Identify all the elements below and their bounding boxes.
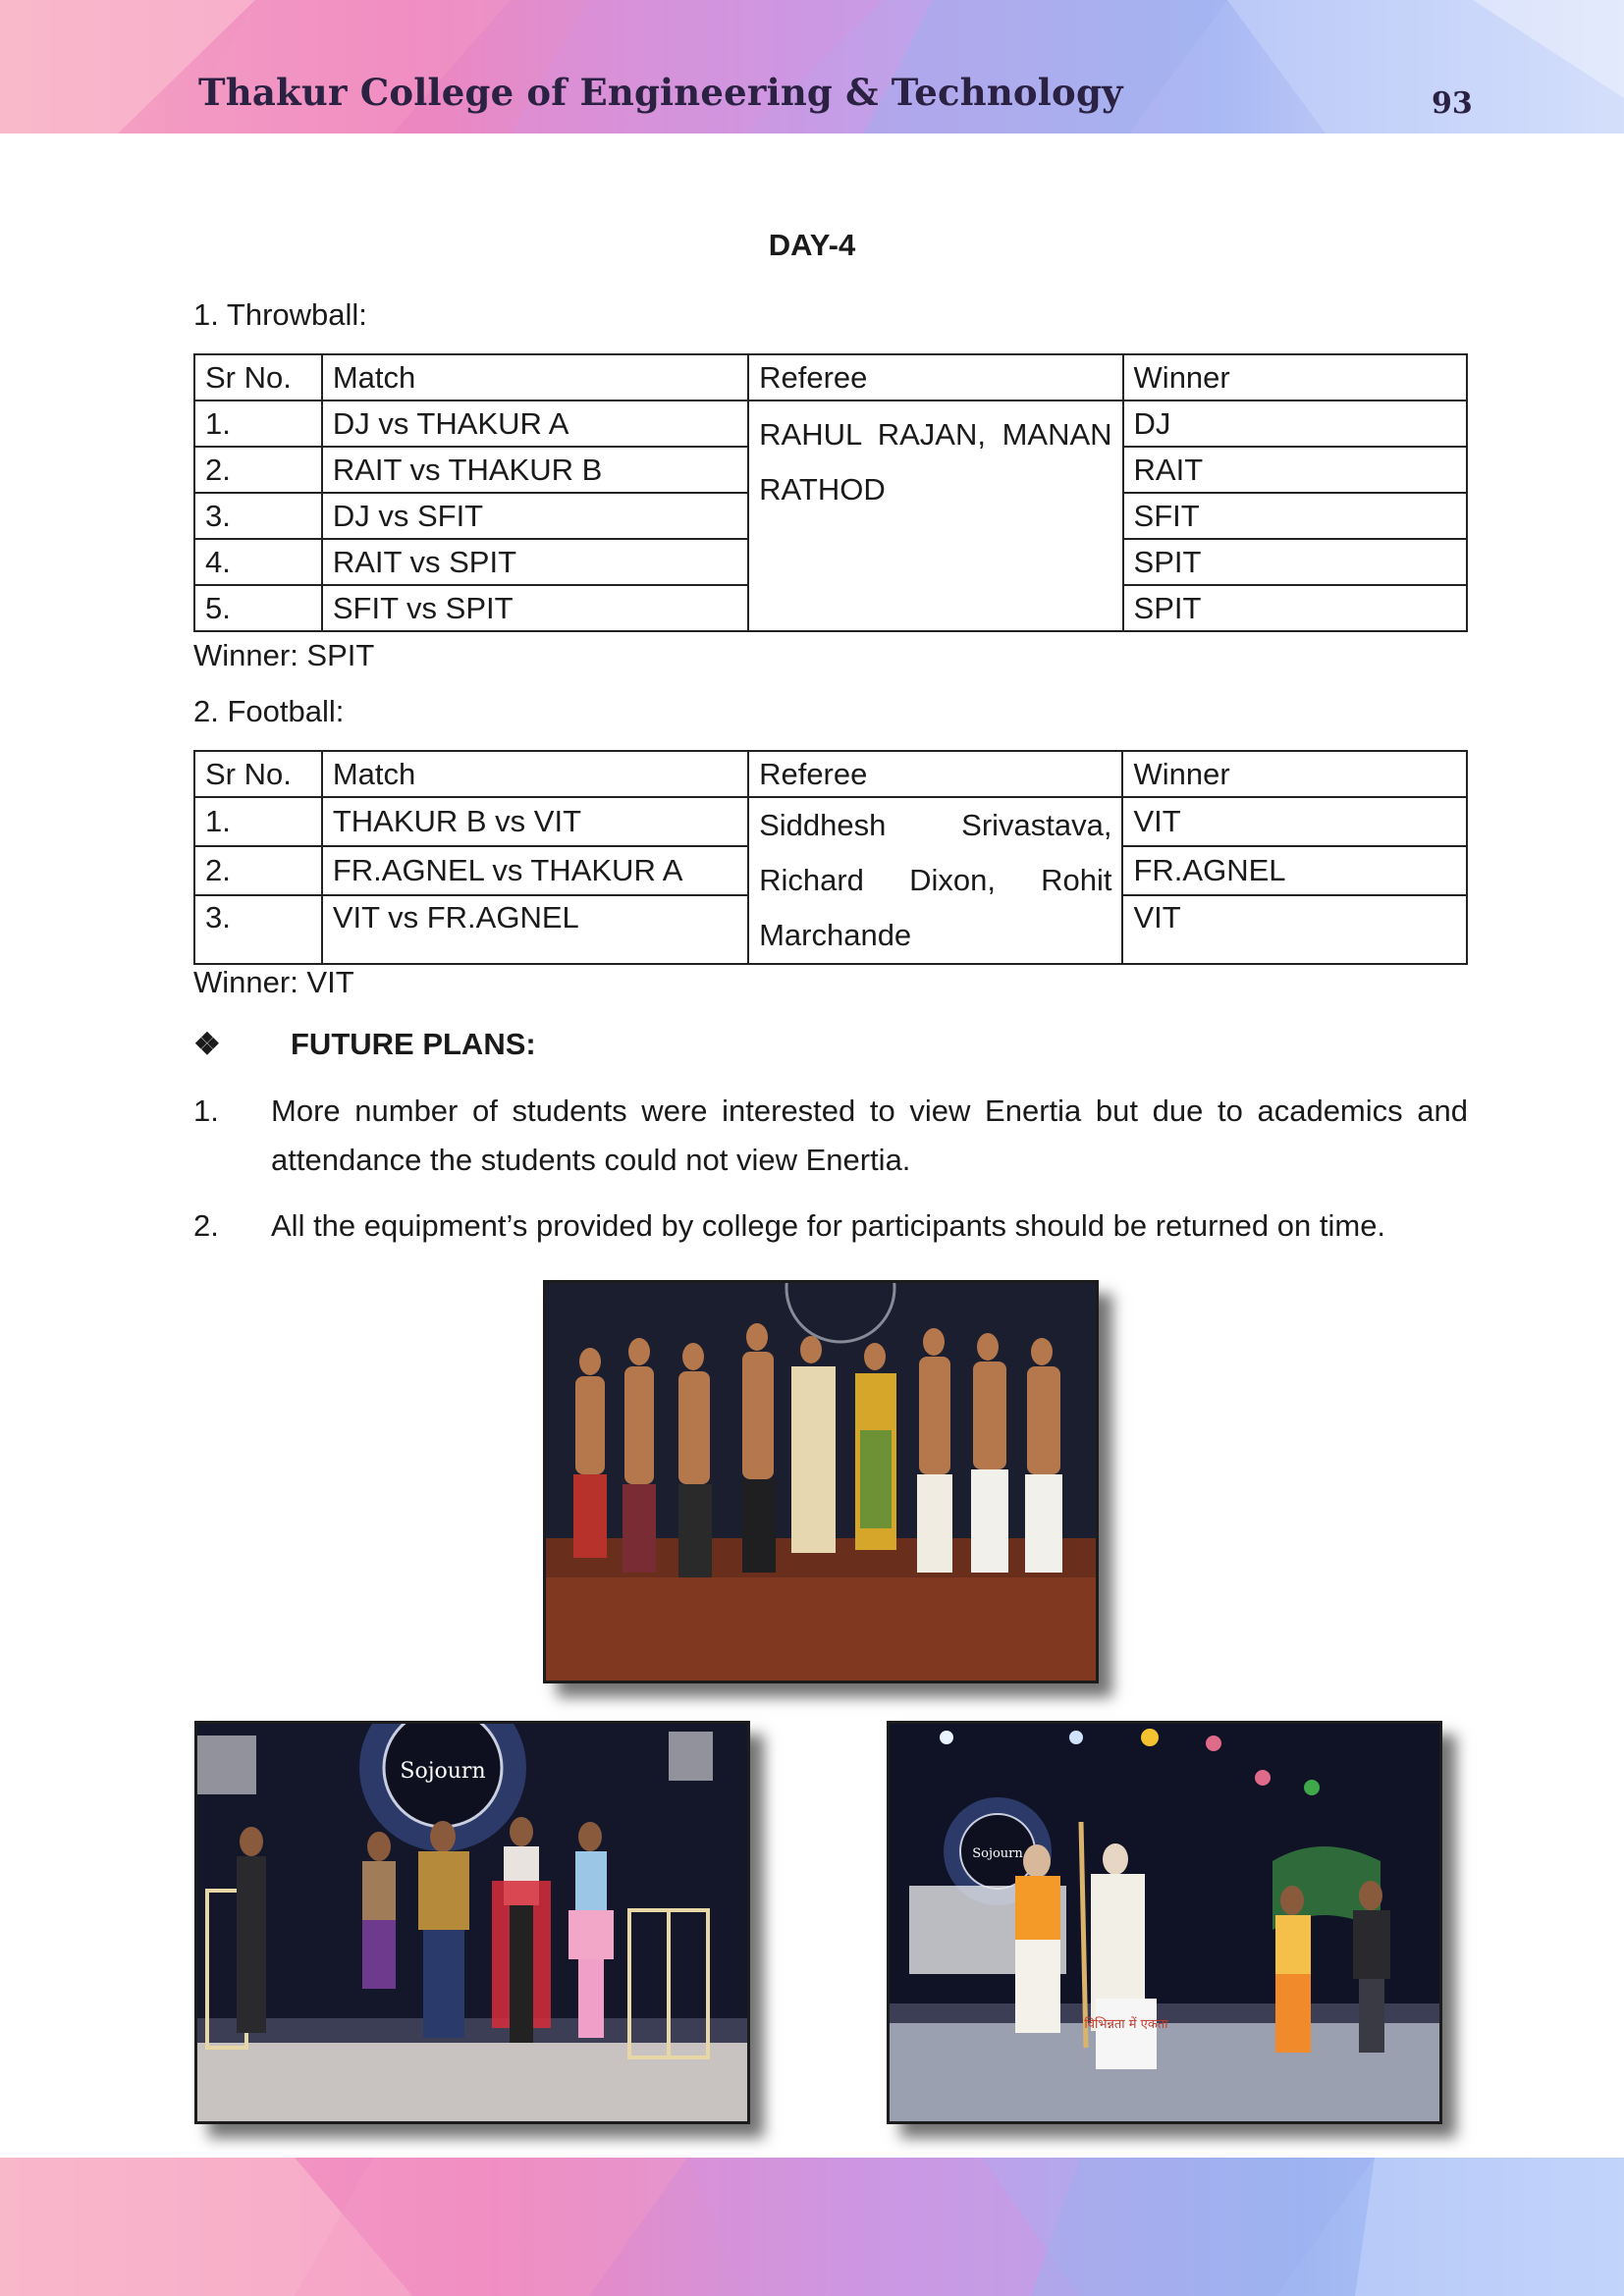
- winner-cell: SFIT: [1123, 493, 1467, 539]
- photo-stage-skit: [887, 1721, 1442, 2124]
- page-number: 93: [1432, 86, 1473, 121]
- match-cell: SFIT vs SPIT: [322, 585, 748, 631]
- sr-cell: 2.: [194, 846, 322, 895]
- match-cell: THAKUR B vs VIT: [322, 797, 748, 846]
- day-title: DAY-4: [768, 228, 856, 262]
- match-cell: VIT vs FR.AGNEL: [322, 895, 748, 964]
- sojourn-logo-text: Sojourn: [400, 1759, 486, 1784]
- sr-cell: 2.: [194, 447, 322, 493]
- football-table: [193, 750, 1468, 965]
- match-cell: DJ vs THAKUR A: [322, 400, 748, 447]
- table-row: [194, 400, 1467, 447]
- header-winner: Winner: [1123, 354, 1467, 400]
- winner-cell: VIT: [1122, 797, 1467, 846]
- referee-line: Marchande: [759, 918, 912, 952]
- referee-cell: [748, 400, 1122, 631]
- referee-line: RAHUL RAJAN, MANAN: [759, 417, 1112, 452]
- header-match: Match: [322, 751, 748, 797]
- sr-cell: 4.: [194, 539, 322, 585]
- winner-cell: FR.AGNEL: [1122, 846, 1467, 895]
- header-sr: Sr No.: [194, 354, 322, 400]
- list-item: [193, 1087, 1468, 1185]
- future-plans-title: FUTURE PLANS:: [291, 1027, 536, 1061]
- header-sr: Sr No.: [194, 751, 322, 797]
- photo-fashion-show: [194, 1721, 750, 2124]
- match-cell: RAIT vs SPIT: [322, 539, 748, 585]
- list-item-number: 2.: [193, 1208, 219, 1243]
- header-match: Match: [322, 354, 748, 400]
- future-plans-heading: [193, 1027, 536, 1062]
- match-cell: DJ vs SFIT: [322, 493, 748, 539]
- table-header-row: [194, 354, 1467, 400]
- footer-band: [0, 2158, 1624, 2296]
- sr-cell: 1.: [194, 797, 322, 846]
- header-winner: Winner: [1122, 751, 1467, 797]
- sr-cell: 5.: [194, 585, 322, 631]
- sr-cell: 3.: [194, 493, 322, 539]
- list-item-text: All the equipment’s provided by college for participants should be returned on time.: [271, 1208, 1386, 1243]
- referee-line: RATHOD: [759, 472, 886, 507]
- table-header-row: [194, 751, 1467, 797]
- table-row: [194, 797, 1467, 846]
- header-referee: Referee: [748, 751, 1122, 797]
- unity-banner-text: विभिन्नता में एकता: [1084, 2017, 1168, 2032]
- winner-cell: DJ: [1123, 400, 1467, 447]
- photo-group-performers: [543, 1280, 1099, 1683]
- list-item-number: 1.: [193, 1094, 219, 1128]
- college-title: Thakur College of Engineering & Technology: [198, 71, 1123, 114]
- list-item: [193, 1201, 1468, 1251]
- throwball-label: 1. Throwball:: [193, 297, 367, 332]
- winner-cell: VIT: [1122, 895, 1467, 964]
- referee-line: Siddhesh Srivastava,: [759, 808, 1112, 842]
- sr-cell: 3.: [194, 895, 322, 964]
- referee-line: Richard Dixon, Rohit: [759, 863, 1112, 897]
- throwball-table: [193, 353, 1468, 632]
- sr-cell: 1.: [194, 400, 322, 447]
- referee-cell: [748, 797, 1122, 964]
- match-cell: RAIT vs THAKUR B: [322, 447, 748, 493]
- list-item-text: More number of students were interested to view Enertia but due to academics and attendance the students could not view Enertia.: [271, 1094, 1468, 1177]
- football-winner: Winner: VIT: [193, 965, 354, 999]
- match-cell: FR.AGNEL vs THAKUR A: [322, 846, 748, 895]
- throwball-winner: Winner: SPIT: [193, 638, 375, 672]
- winner-cell: SPIT: [1123, 539, 1467, 585]
- winner-cell: RAIT: [1123, 447, 1467, 493]
- header-referee: Referee: [748, 354, 1122, 400]
- winner-cell: SPIT: [1123, 585, 1467, 631]
- football-label: 2. Football:: [193, 694, 345, 728]
- diamond-bullet-icon: ❖: [193, 1027, 221, 1061]
- sojourn-logo-text: Sojourn: [972, 1846, 1023, 1861]
